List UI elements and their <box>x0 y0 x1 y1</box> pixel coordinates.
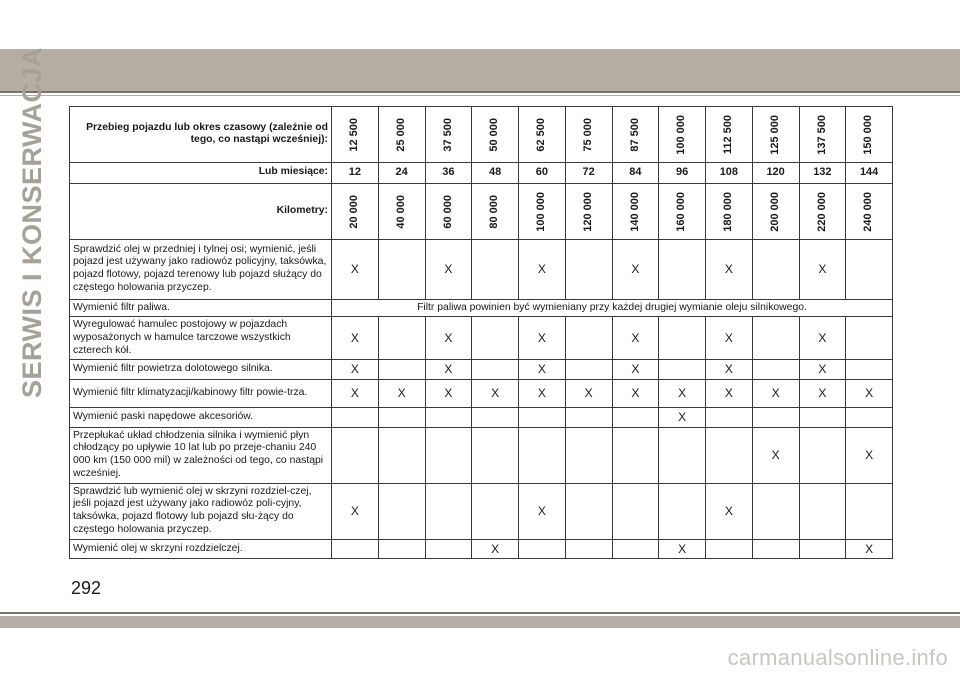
task-mark-cell <box>472 407 519 427</box>
task-mark-cell <box>519 427 566 483</box>
task-mark-cell <box>378 407 425 427</box>
task-mark-cell <box>472 317 519 360</box>
task-row <box>70 360 893 380</box>
mileage-row <box>70 107 893 163</box>
task-mark-cell: X <box>332 379 379 407</box>
task-mark-cell: X <box>519 360 566 380</box>
mileage-value: 150 000 <box>862 115 875 155</box>
task-mark-cell: X <box>378 379 425 407</box>
task-mark-cell <box>378 317 425 360</box>
km-value: 80 000 <box>488 194 501 229</box>
mileage-value: 125 000 <box>768 115 781 155</box>
footer-band <box>0 616 960 628</box>
task-mark-cell <box>659 317 706 360</box>
mileage-cell <box>378 107 425 163</box>
header-band <box>0 49 960 91</box>
months-value: 84 <box>612 162 659 183</box>
task-mark-cell: X <box>519 239 566 299</box>
km-cell <box>706 183 753 239</box>
task-mark-cell <box>659 360 706 380</box>
task-mark-cell <box>846 407 893 427</box>
task-mark-cell <box>472 483 519 539</box>
months-row <box>70 162 893 183</box>
mileage-value: 137 500 <box>815 115 828 155</box>
task-mark-cell: X <box>332 239 379 299</box>
task-mark-cell: X <box>799 379 846 407</box>
header-rule <box>0 91 960 93</box>
km-cell <box>752 183 799 239</box>
task-row <box>70 317 893 360</box>
task-mark-cell: X <box>425 239 472 299</box>
mileage-cell <box>612 107 659 163</box>
mileage-value: 112 500 <box>722 115 735 155</box>
task-mark-cell <box>565 239 612 299</box>
months-value: 12 <box>332 162 379 183</box>
mileage-value: 37 500 <box>441 118 454 152</box>
task-mark-cell <box>332 539 379 559</box>
task-mark-cell <box>659 239 706 299</box>
task-mark-cell: X <box>659 407 706 427</box>
task-mark-cell: X <box>425 379 472 407</box>
km-value: 200 000 <box>768 191 781 232</box>
km-cell <box>425 183 472 239</box>
task-row <box>70 379 893 407</box>
task-label: Wymienić filtr klimatyzacji/kabinowy filtr powie-trza. <box>70 379 332 407</box>
task-mark-cell <box>752 407 799 427</box>
task-mark-cell: X <box>846 427 893 483</box>
task-mark-cell <box>752 539 799 559</box>
task-label: Wymienić filtr paliwa. <box>70 299 332 317</box>
task-mark-cell <box>332 407 379 427</box>
task-mark-cell <box>706 407 753 427</box>
km-cell <box>799 183 846 239</box>
task-mark-cell: X <box>752 427 799 483</box>
task-mark-cell: X <box>706 239 753 299</box>
months-value: 132 <box>799 162 846 183</box>
task-mark-cell <box>612 407 659 427</box>
mileage-cell <box>799 107 846 163</box>
task-row <box>70 483 893 539</box>
task-mark-cell <box>565 483 612 539</box>
km-cell <box>378 183 425 239</box>
task-mark-cell: X <box>659 539 706 559</box>
task-mark-cell: X <box>472 539 519 559</box>
task-mark-cell: X <box>332 317 379 360</box>
task-mark-cell: X <box>612 360 659 380</box>
km-row-label: Kilometry: <box>70 183 332 239</box>
km-value: 220 000 <box>815 191 828 232</box>
task-mark-cell: X <box>846 379 893 407</box>
mileage-value: 12 500 <box>348 118 361 152</box>
task-mark-cell: X <box>472 379 519 407</box>
header-rule-thin <box>0 95 960 96</box>
km-value: 140 000 <box>628 191 641 232</box>
task-mark-cell <box>799 407 846 427</box>
task-mark-cell: X <box>799 360 846 380</box>
task-mark-cell: X <box>706 483 753 539</box>
task-mark-cell <box>378 427 425 483</box>
mileage-value: 50 000 <box>488 118 501 152</box>
task-mark-cell <box>425 539 472 559</box>
km-cell <box>519 183 566 239</box>
task-mark-cell: X <box>332 483 379 539</box>
mileage-cell <box>706 107 753 163</box>
task-mark-cell <box>425 483 472 539</box>
mileage-cell <box>846 107 893 163</box>
mileage-cell <box>752 107 799 163</box>
task-mark-cell: X <box>519 317 566 360</box>
task-mark-cell <box>706 539 753 559</box>
mileage-value: 75 000 <box>581 118 594 152</box>
task-row <box>70 427 893 483</box>
km-cell <box>659 183 706 239</box>
task-mark-cell: X <box>565 379 612 407</box>
km-cell <box>472 183 519 239</box>
task-mark-cell: X <box>706 379 753 407</box>
task-mark-cell <box>472 239 519 299</box>
task-mark-cell <box>378 239 425 299</box>
task-label: Wymienić filtr powietrza dolotowego silnika. <box>70 360 332 380</box>
task-mark-cell <box>846 360 893 380</box>
task-mark-cell <box>519 407 566 427</box>
task-mark-cell <box>425 427 472 483</box>
mileage-cell <box>425 107 472 163</box>
task-mark-cell: X <box>425 317 472 360</box>
months-value: 108 <box>706 162 753 183</box>
task-mark-cell <box>565 407 612 427</box>
task-label: Wymienić olej w skrzyni rozdzielczej. <box>70 539 332 559</box>
task-mark-cell: X <box>752 379 799 407</box>
footer-rule <box>0 612 960 614</box>
task-note: Filtr paliwa powinien być wymieniany przy każdej drugiej wymianie oleju silnikowego. <box>332 299 893 317</box>
task-mark-cell <box>612 483 659 539</box>
months-value: 120 <box>752 162 799 183</box>
task-mark-cell: X <box>799 317 846 360</box>
mileage-value: 87 500 <box>628 118 641 152</box>
task-mark-cell <box>752 239 799 299</box>
task-mark-cell <box>799 539 846 559</box>
task-mark-cell: X <box>612 317 659 360</box>
km-value: 160 000 <box>675 191 688 232</box>
page-number: 292 <box>71 578 102 598</box>
months-value: 96 <box>659 162 706 183</box>
task-mark-cell <box>472 427 519 483</box>
task-mark-cell <box>378 539 425 559</box>
task-mark-cell: X <box>846 539 893 559</box>
task-mark-cell <box>565 427 612 483</box>
task-mark-cell <box>799 427 846 483</box>
task-mark-cell <box>659 483 706 539</box>
task-label: Wymienić paski napędowe akcesoriów. <box>70 407 332 427</box>
task-label: Sprawdzić lub wymienić olej w skrzyni rozdziel-czej, jeśli pojazd jest używany jako radiowóz poli-cyjny, taksówka, pojazd flotowy lub pojazd słu-żący do częstego holowania przyczep. <box>70 483 332 539</box>
task-mark-cell <box>706 427 753 483</box>
task-mark-cell: X <box>612 239 659 299</box>
task-mark-cell <box>565 539 612 559</box>
mileage-cell <box>519 107 566 163</box>
task-mark-cell <box>612 427 659 483</box>
mileage-cell <box>565 107 612 163</box>
km-cell <box>332 183 379 239</box>
km-row <box>70 183 893 239</box>
task-label: Sprawdzić olej w przedniej i tylnej osi; wymienić, jeśli pojazd jest używany jako radiowóz policyjny, taksówka, pojazd flotowy, pojazd terenowy lub pojazd służący do częstego holowania przyczep. <box>70 239 332 299</box>
mileage-value: 62 500 <box>535 118 548 152</box>
mileage-value: 25 000 <box>394 118 407 152</box>
task-mark-cell <box>846 317 893 360</box>
km-value: 180 000 <box>722 191 735 232</box>
task-mark-cell <box>799 483 846 539</box>
task-mark-cell <box>659 427 706 483</box>
task-mark-cell: X <box>706 360 753 380</box>
task-mark-cell <box>752 483 799 539</box>
task-mark-cell <box>846 483 893 539</box>
section-title: SERWIS I KONSERWACJA <box>17 46 47 398</box>
task-mark-cell <box>425 407 472 427</box>
km-cell <box>612 183 659 239</box>
task-label: Przepłukać układ chłodzenia silnika i wymienić płyn chłodzący po upływie 10 lat lub po przeje-chaniu 240 000 km (150 000 mil) w zależności od tego, co nastąpi wcześniej. <box>70 427 332 483</box>
months-row-label: Lub miesiące: <box>70 162 332 183</box>
months-value: 144 <box>846 162 893 183</box>
task-mark-cell <box>519 539 566 559</box>
task-mark-cell: X <box>706 317 753 360</box>
km-value: 20 000 <box>348 194 361 229</box>
task-mark-cell <box>846 239 893 299</box>
task-mark-cell: X <box>612 379 659 407</box>
km-value: 40 000 <box>394 194 407 229</box>
task-row <box>70 299 893 317</box>
task-mark-cell: X <box>659 379 706 407</box>
task-mark-cell <box>378 360 425 380</box>
task-row <box>70 239 893 299</box>
task-mark-cell: X <box>519 379 566 407</box>
task-mark-cell <box>565 360 612 380</box>
months-value: 48 <box>472 162 519 183</box>
months-value: 36 <box>425 162 472 183</box>
task-mark-cell <box>752 360 799 380</box>
maintenance-schedule-table <box>69 106 893 559</box>
km-cell <box>565 183 612 239</box>
task-mark-cell: X <box>519 483 566 539</box>
task-mark-cell <box>332 427 379 483</box>
km-value: 60 000 <box>441 194 454 229</box>
km-cell <box>846 183 893 239</box>
months-value: 24 <box>378 162 425 183</box>
months-value: 60 <box>519 162 566 183</box>
task-row <box>70 539 893 559</box>
km-value: 100 000 <box>535 191 548 232</box>
task-mark-cell: X <box>332 360 379 380</box>
task-mark-cell <box>378 483 425 539</box>
task-mark-cell <box>565 317 612 360</box>
km-value: 120 000 <box>581 191 594 232</box>
mileage-row-label: Przebieg pojazdu lub okres czasowy (zależnie od tego, co nastąpi wcześniej): <box>70 107 332 163</box>
task-label: Wyregulować hamulec postojowy w pojazdach wyposażonych w hamulce tarczowe wszystkich czterech kół. <box>70 317 332 360</box>
mileage-value: 100 000 <box>675 115 688 155</box>
km-value: 240 000 <box>862 191 875 232</box>
mileage-cell <box>332 107 379 163</box>
task-mark-cell: X <box>425 360 472 380</box>
task-mark-cell: X <box>799 239 846 299</box>
task-row <box>70 407 893 427</box>
months-value: 72 <box>565 162 612 183</box>
task-mark-cell <box>612 539 659 559</box>
mileage-cell <box>659 107 706 163</box>
task-mark-cell <box>472 360 519 380</box>
mileage-cell <box>472 107 519 163</box>
task-mark-cell <box>752 317 799 360</box>
watermark: carmanualsonline.info <box>727 645 948 670</box>
